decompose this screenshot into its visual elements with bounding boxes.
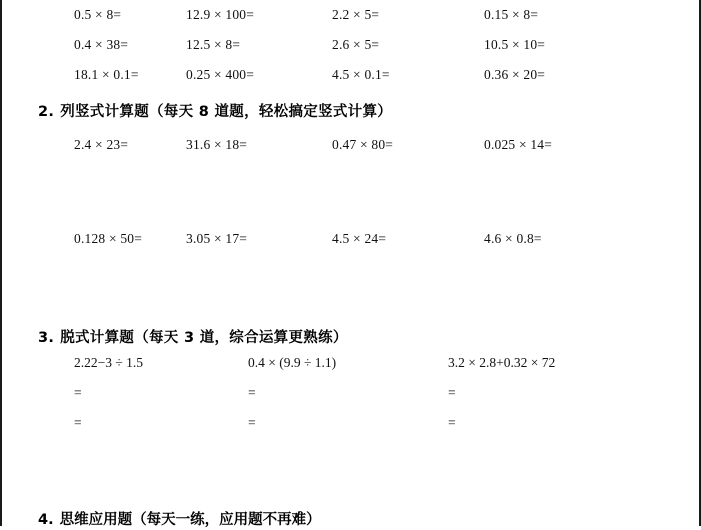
equals-line: = bbox=[74, 385, 82, 400]
section3-title: 脱式计算题（每天 3 道，综合运算更熟练） bbox=[60, 330, 348, 346]
problem-item: 12.5 × 8= bbox=[186, 37, 241, 52]
equals-line: = bbox=[74, 415, 82, 430]
section3-number: 3. bbox=[38, 330, 55, 346]
equals-line: = bbox=[248, 385, 256, 400]
section3-heading bbox=[38, 328, 673, 348]
problem-item: 0.36 × 20= bbox=[484, 67, 546, 82]
problem-item: 4.6 × 0.8= bbox=[484, 231, 542, 246]
section2-problem-grid-row2 bbox=[38, 224, 673, 254]
problem-item: 2.6 × 5= bbox=[332, 37, 380, 52]
vertical-calculation-space bbox=[38, 160, 673, 224]
problem-item: 18.1 × 0.1= bbox=[74, 67, 139, 82]
problem-item: 2.22−3 ÷ 1.5 bbox=[74, 355, 144, 370]
equals-line: = bbox=[248, 415, 256, 430]
section4-heading bbox=[38, 510, 321, 530]
problem-item: 3.05 × 17= bbox=[186, 231, 248, 246]
vertical-calculation-space-2 bbox=[38, 254, 673, 328]
section2-problem-grid-row1 bbox=[38, 130, 673, 160]
problem-item: 0.5 × 8= bbox=[74, 7, 122, 22]
problem-item: 2.4 × 23= bbox=[74, 137, 129, 152]
problem-item: 4.5 × 24= bbox=[332, 231, 387, 246]
problem-item: 2.2 × 5= bbox=[332, 7, 380, 22]
problem-item: 0.4 × (9.9 ÷ 1.1) bbox=[248, 355, 337, 370]
problem-item: 3.2 × 2.8+0.32 × 72 bbox=[448, 355, 556, 370]
equals-line: = bbox=[448, 385, 456, 400]
problem-item: 12.9 × 100= bbox=[186, 7, 255, 22]
problem-item: 10.5 × 10= bbox=[484, 37, 546, 52]
problem-item: 31.6 × 18= bbox=[186, 137, 248, 152]
problem-item: 0.4 × 38= bbox=[74, 37, 129, 52]
section1-problem-grid bbox=[38, 0, 673, 90]
problem-item: 0.25 × 400= bbox=[186, 67, 255, 82]
worksheet-content bbox=[2, 0, 699, 526]
section2-number: 2. bbox=[38, 104, 55, 120]
section4-title: 思维应用题（每天一练，应用题不再难） bbox=[59, 512, 321, 528]
problem-item: 0.15 × 8= bbox=[484, 7, 539, 22]
problem-item: 4.5 × 0.1= bbox=[332, 67, 390, 82]
section2-heading bbox=[38, 102, 673, 122]
section2-title: 列竖式计算题（每天 8 道题，轻松搞定竖式计算） bbox=[60, 104, 393, 120]
section3-problem-grid bbox=[38, 348, 673, 438]
equals-line: = bbox=[448, 415, 456, 430]
section4-number: 4. bbox=[38, 512, 54, 528]
problem-item: 0.47 × 80= bbox=[332, 137, 394, 152]
problem-item: 0.025 × 14= bbox=[484, 137, 553, 152]
problem-item: 0.128 × 50= bbox=[74, 231, 143, 246]
